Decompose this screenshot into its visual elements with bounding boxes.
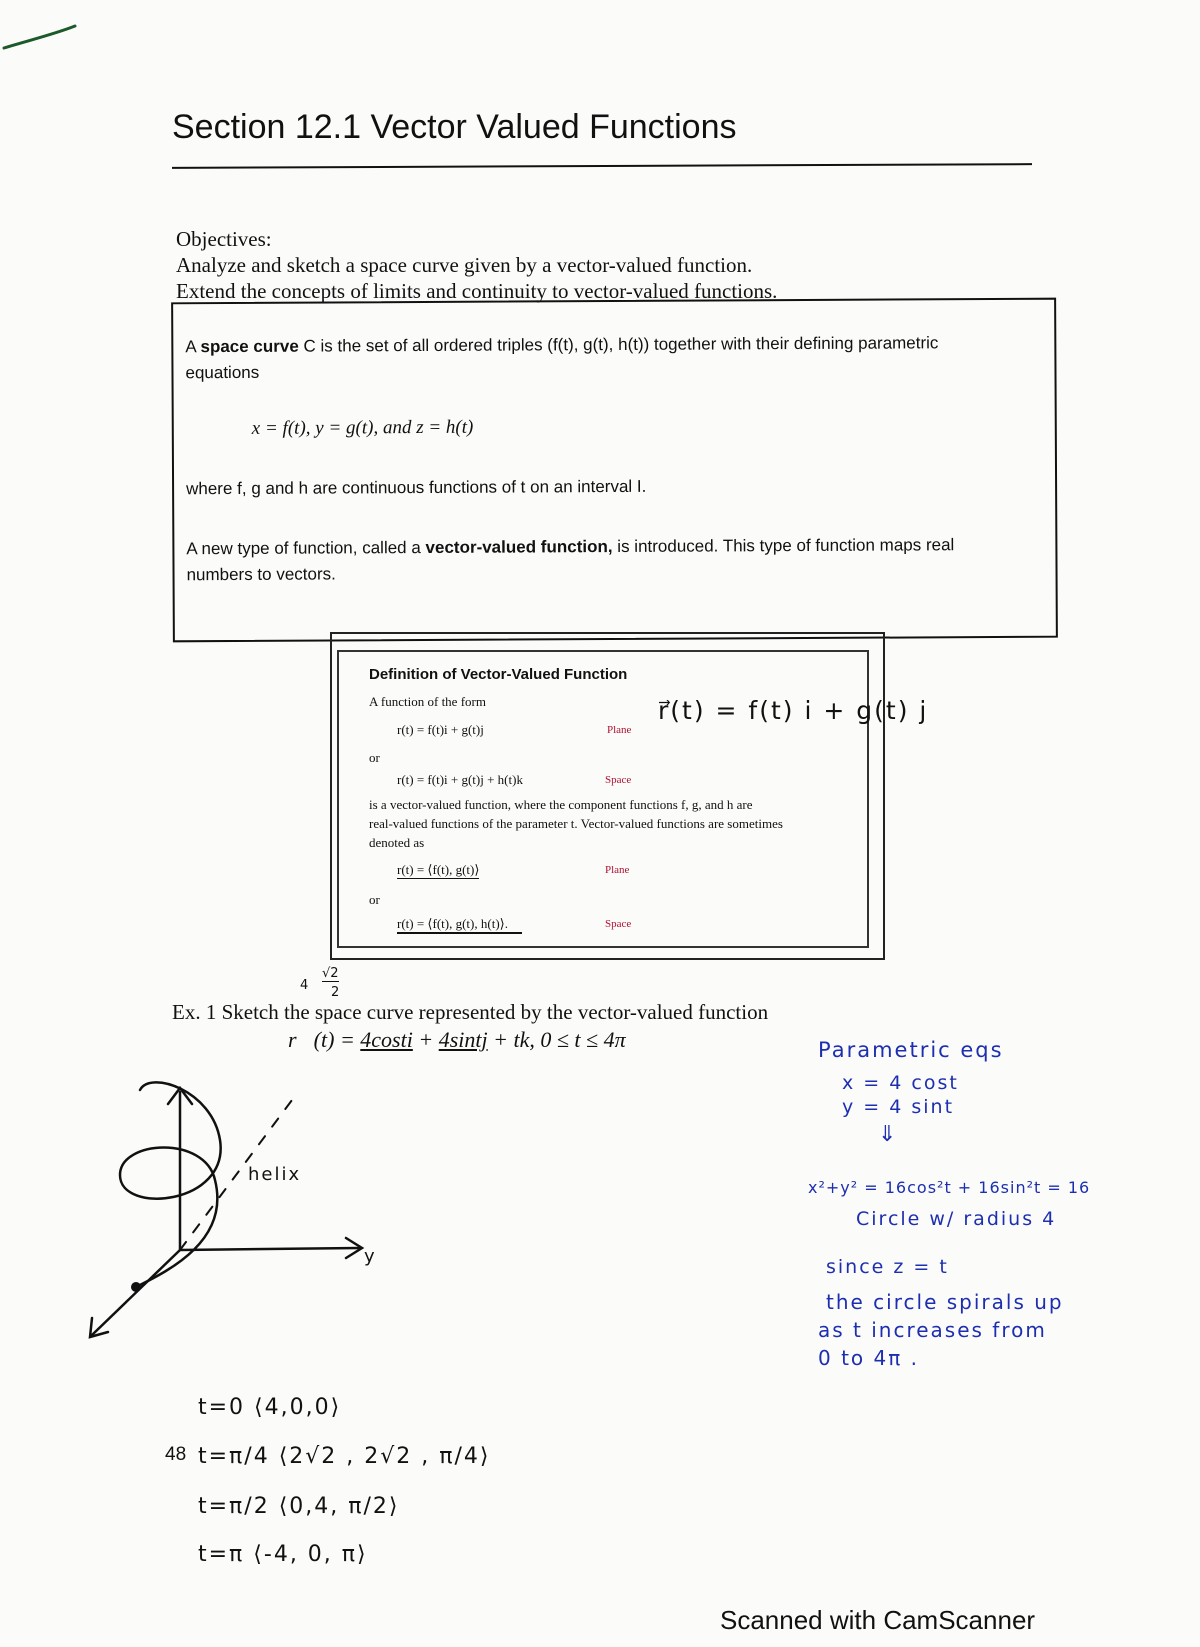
- margin-four: 4: [300, 978, 311, 993]
- helix-sketch: [80, 1030, 400, 1360]
- continuity-note: where f, g and h are continuous functions of t on an interval I.: [186, 476, 647, 499]
- point-t0: t=0 ⟨4,0,0⟩: [198, 1395, 342, 1420]
- since-note: since z = t: [826, 1256, 949, 1278]
- point-t-pi: t=π ⟨-4, 0, π⟩: [198, 1542, 368, 1567]
- spiral-note-3: 0 to 4π .: [818, 1346, 919, 1370]
- objective-2: Extend the concepts of limits and continuity to vector-valued functions.: [176, 279, 778, 303]
- circle-identity: x²+y² = 16cos²t + 16sin²t = 16: [808, 1178, 1091, 1197]
- margin-two: 2: [331, 985, 342, 1000]
- space-curve-definition: A space curve C is the set of all ordered triples (f(t), g(t), h(t)) together with their defining parametric equations: [185, 333, 939, 383]
- parametric-equations: x = f(t), y = g(t), and z = h(t): [251, 416, 474, 439]
- space-equation: r(t) = f(t)i + g(t)j + h(t)k: [397, 772, 523, 787]
- pen-mark: [0, 20, 90, 60]
- helix-curve: [120, 1082, 221, 1286]
- handwritten-plane-equation: r⃗(t) = f(t) i + g(t) j: [658, 696, 929, 725]
- example-statement: Ex. 1 Sketch the space curve represented by the vector-valued function: [172, 1000, 769, 1024]
- definition-heading: Definition of Vector-Valued Function: [369, 666, 628, 683]
- definition-box: [337, 650, 869, 948]
- space-curve-box: [171, 298, 1058, 643]
- space-curve-term: space curve: [200, 336, 299, 357]
- objective-1: Analyze and sketch a space curve given by a vector-valued function.: [176, 253, 753, 277]
- space-label-2: Space: [605, 918, 632, 930]
- or-label-1: or: [369, 750, 380, 765]
- y-parametric: y = 4 sint: [842, 1096, 955, 1118]
- circle-radius-note: Circle w/ radius 4: [856, 1208, 1057, 1230]
- example-function: r⃗(t) = 4costi + 4sintj + tk, 0 ≤ t ≤ 4π: [288, 1027, 626, 1052]
- space-bracket-equation: r(t) = ⟨f(t), g(t), h(t)⟩.: [397, 916, 522, 934]
- margin-sqrt2: √2: [322, 966, 339, 981]
- plane-bracket-equation: r(t) = ⟨f(t), g(t)⟩: [397, 862, 480, 877]
- scanner-watermark: Scanned with CamScanner: [720, 1605, 1036, 1635]
- page-title: Section 12.1 Vector Valued Functions: [172, 108, 737, 146]
- x-axis: [92, 1250, 180, 1335]
- spiral-note-2: as t increases from: [818, 1318, 1047, 1342]
- y-axis: [180, 1248, 360, 1250]
- definition-intro: A function of the form: [369, 694, 486, 709]
- vector-function-intro: A new type of function, called a vector-valued function, is introduced. This type of function maps real numbers to vectors.: [186, 535, 955, 585]
- parametric-heading: Parametric eqs: [818, 1038, 1004, 1062]
- y-axis-label: y: [364, 1246, 375, 1267]
- origin-point: [131, 1282, 141, 1292]
- definition-description: is a vector-valued function, where the component functions f, g, and h are real-valued functions of the parameter t. Vector-valued functions are sometimes denoted as: [369, 797, 783, 850]
- point-t-pi-2: t=π/2 ⟨0,4, π/2⟩: [198, 1494, 400, 1519]
- point-t-pi-4: t=π/4 ⟨2√2 , 2√2 , π/4⟩: [198, 1444, 491, 1469]
- implies-arrow: ⇓: [878, 1122, 899, 1147]
- title-underline: [172, 163, 1032, 169]
- helix-label: helix: [248, 1164, 302, 1185]
- plane-label: Plane: [607, 724, 632, 736]
- space-label: Space: [605, 774, 632, 786]
- spiral-note-1: the circle spirals up: [826, 1290, 1064, 1314]
- page-number: 48: [165, 1444, 187, 1465]
- plane-equation: r(t) = f(t)i + g(t)j: [397, 722, 484, 737]
- objectives-heading: Objectives:: [176, 227, 272, 251]
- plane-label-2: Plane: [605, 864, 630, 876]
- objectives: [176, 226, 777, 304]
- x-parametric: x = 4 cost: [842, 1072, 959, 1094]
- or-label-2: or: [369, 892, 380, 907]
